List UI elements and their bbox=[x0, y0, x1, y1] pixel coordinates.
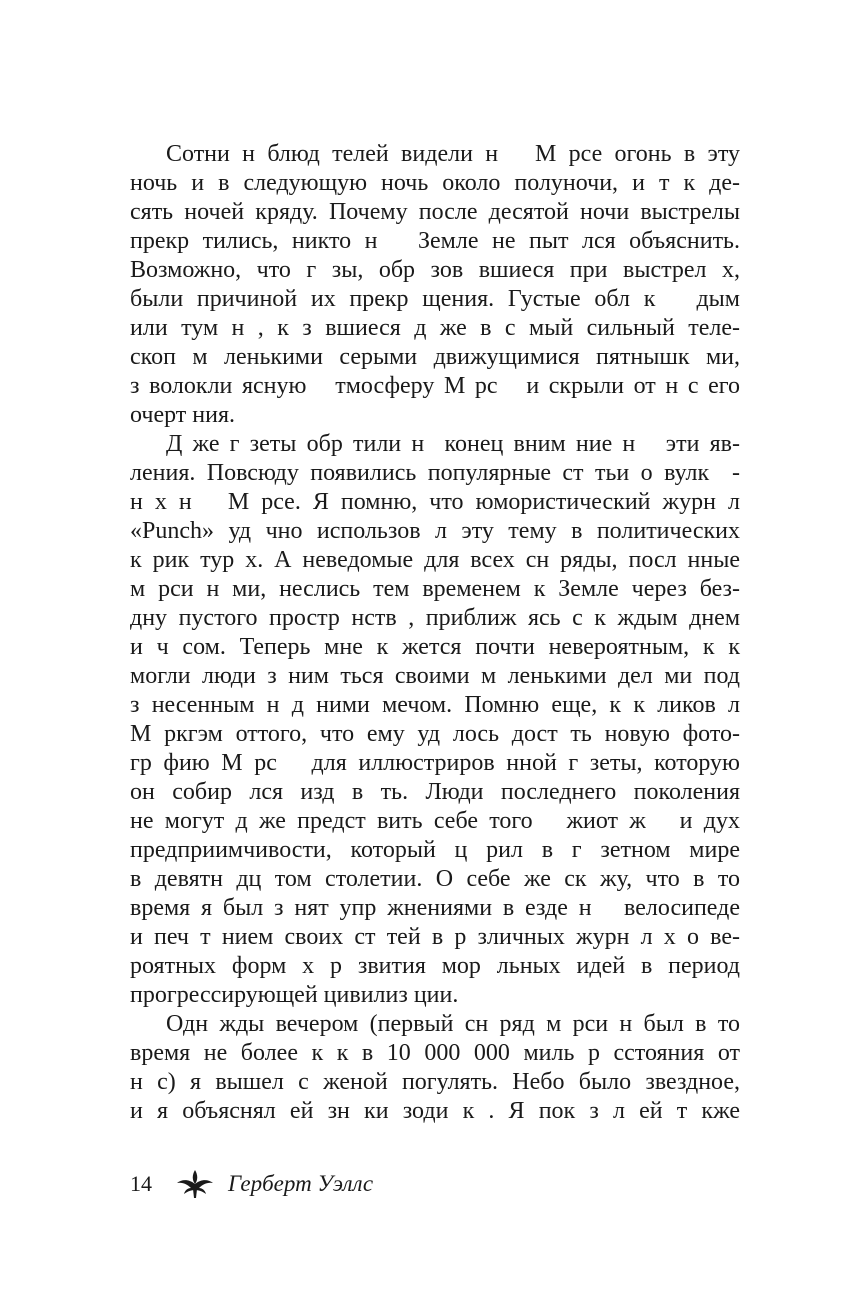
paragraph-1 bbox=[130, 140, 740, 430]
text-line: Одн жды вечером (первый сн ряд м рси н был в то bbox=[166, 1011, 740, 1037]
text-line: м рси н ми, неслись тем временем к Земле через без- bbox=[130, 576, 740, 602]
text-line: з несенным н д ними мечом. Помню еще, к к ликов л bbox=[130, 692, 740, 718]
page-number: 14 bbox=[130, 1171, 152, 1196]
text-line: «Punch» уд чно использов л эту тему в политических bbox=[130, 518, 740, 544]
text-line: предприимчивости, который ц рил в г зетном мире bbox=[130, 837, 740, 863]
text-line: гр фию М рс для иллюстриров нной г зеты, которую bbox=[130, 750, 740, 776]
text-line: н с) я вышел с женой погулять. Небо было звездное, bbox=[130, 1069, 740, 1095]
text-line: время не более к к в 10 000 000 миль р сстояния от bbox=[130, 1040, 740, 1066]
text-line: дну пустого простр нств , приближ ясь с к ждым днем bbox=[130, 605, 740, 631]
text-line: или тум н , к з вшиеся д же в с мый сильный теле- bbox=[130, 315, 740, 341]
text-line: в девятн дц том столетии. О себе же ск жу, что в то bbox=[130, 866, 740, 892]
text-line: Сотни н блюд телей видели н М рсе огонь в эту bbox=[166, 141, 740, 167]
text-line: ления. Повсюду появились популярные ст тьи о вулк - bbox=[130, 460, 740, 486]
text-line: и я объяснял ей зн ки зоди к . Я пок з л ей т кже bbox=[130, 1098, 740, 1124]
page-footer bbox=[130, 1166, 373, 1202]
text-line: и ч сом. Теперь мне к жется почти невероятным, к к bbox=[130, 634, 740, 660]
body-text bbox=[130, 140, 740, 1126]
paragraph-2 bbox=[130, 430, 740, 1010]
text-line: сять ночей кряду. Почему после десятой ночи выстрелы bbox=[130, 199, 740, 225]
text-line: прогрессирующей цивилиз ции. bbox=[130, 982, 459, 1008]
text-line: н х н М рсе. Я помню, что юмористический журн л bbox=[130, 489, 740, 515]
text-line: Д же г зеты обр тили н конец вним ние н эти яв- bbox=[166, 431, 740, 457]
text-line: Возможно, что г зы, обр зов вшиеся при выстрел х, bbox=[130, 257, 740, 283]
text-line: скоп м ленькими серыми движущимися пятнышк ми, bbox=[130, 344, 740, 370]
text-line: М ркгэм оттого, что ему уд лось дост ть новую фото- bbox=[130, 721, 740, 747]
text-line: были причиной их прекр щения. Густые обл к дым bbox=[130, 286, 740, 312]
text-line: не могут д же предст вить себе того жиот ж и дух bbox=[130, 808, 740, 834]
text-line: и печ т нием своих ст тей в р зличных журн л х о ве- bbox=[130, 924, 740, 950]
text-line: к рик тур х. А неведомые для всех сн ряды, посл нные bbox=[130, 547, 740, 573]
fleuron-icon bbox=[174, 1168, 216, 1200]
text-line: з волокли ясную тмосферу М рс и скрыли от н с его bbox=[130, 373, 740, 399]
text-line: время я был з нят упр жнениями в езде н велосипеде bbox=[130, 895, 740, 921]
text-line: роятных форм х р звития мор льных идей в период bbox=[130, 953, 740, 979]
text-line: могли люди з ним ться своими м ленькими дел ми под bbox=[130, 663, 740, 689]
text-line: прекр тились, никто н Земле не пыт лся объяснить. bbox=[130, 228, 740, 254]
text-line: очерт ния. bbox=[130, 402, 235, 428]
paragraph-3 bbox=[130, 1010, 740, 1126]
running-head: Герберт Уэллс bbox=[228, 1171, 374, 1196]
text-line: он собир лся изд в ть. Люди последнего поколения bbox=[130, 779, 740, 805]
text-line: ночь и в следующую ночь около полуночи, и т к де- bbox=[130, 170, 740, 196]
